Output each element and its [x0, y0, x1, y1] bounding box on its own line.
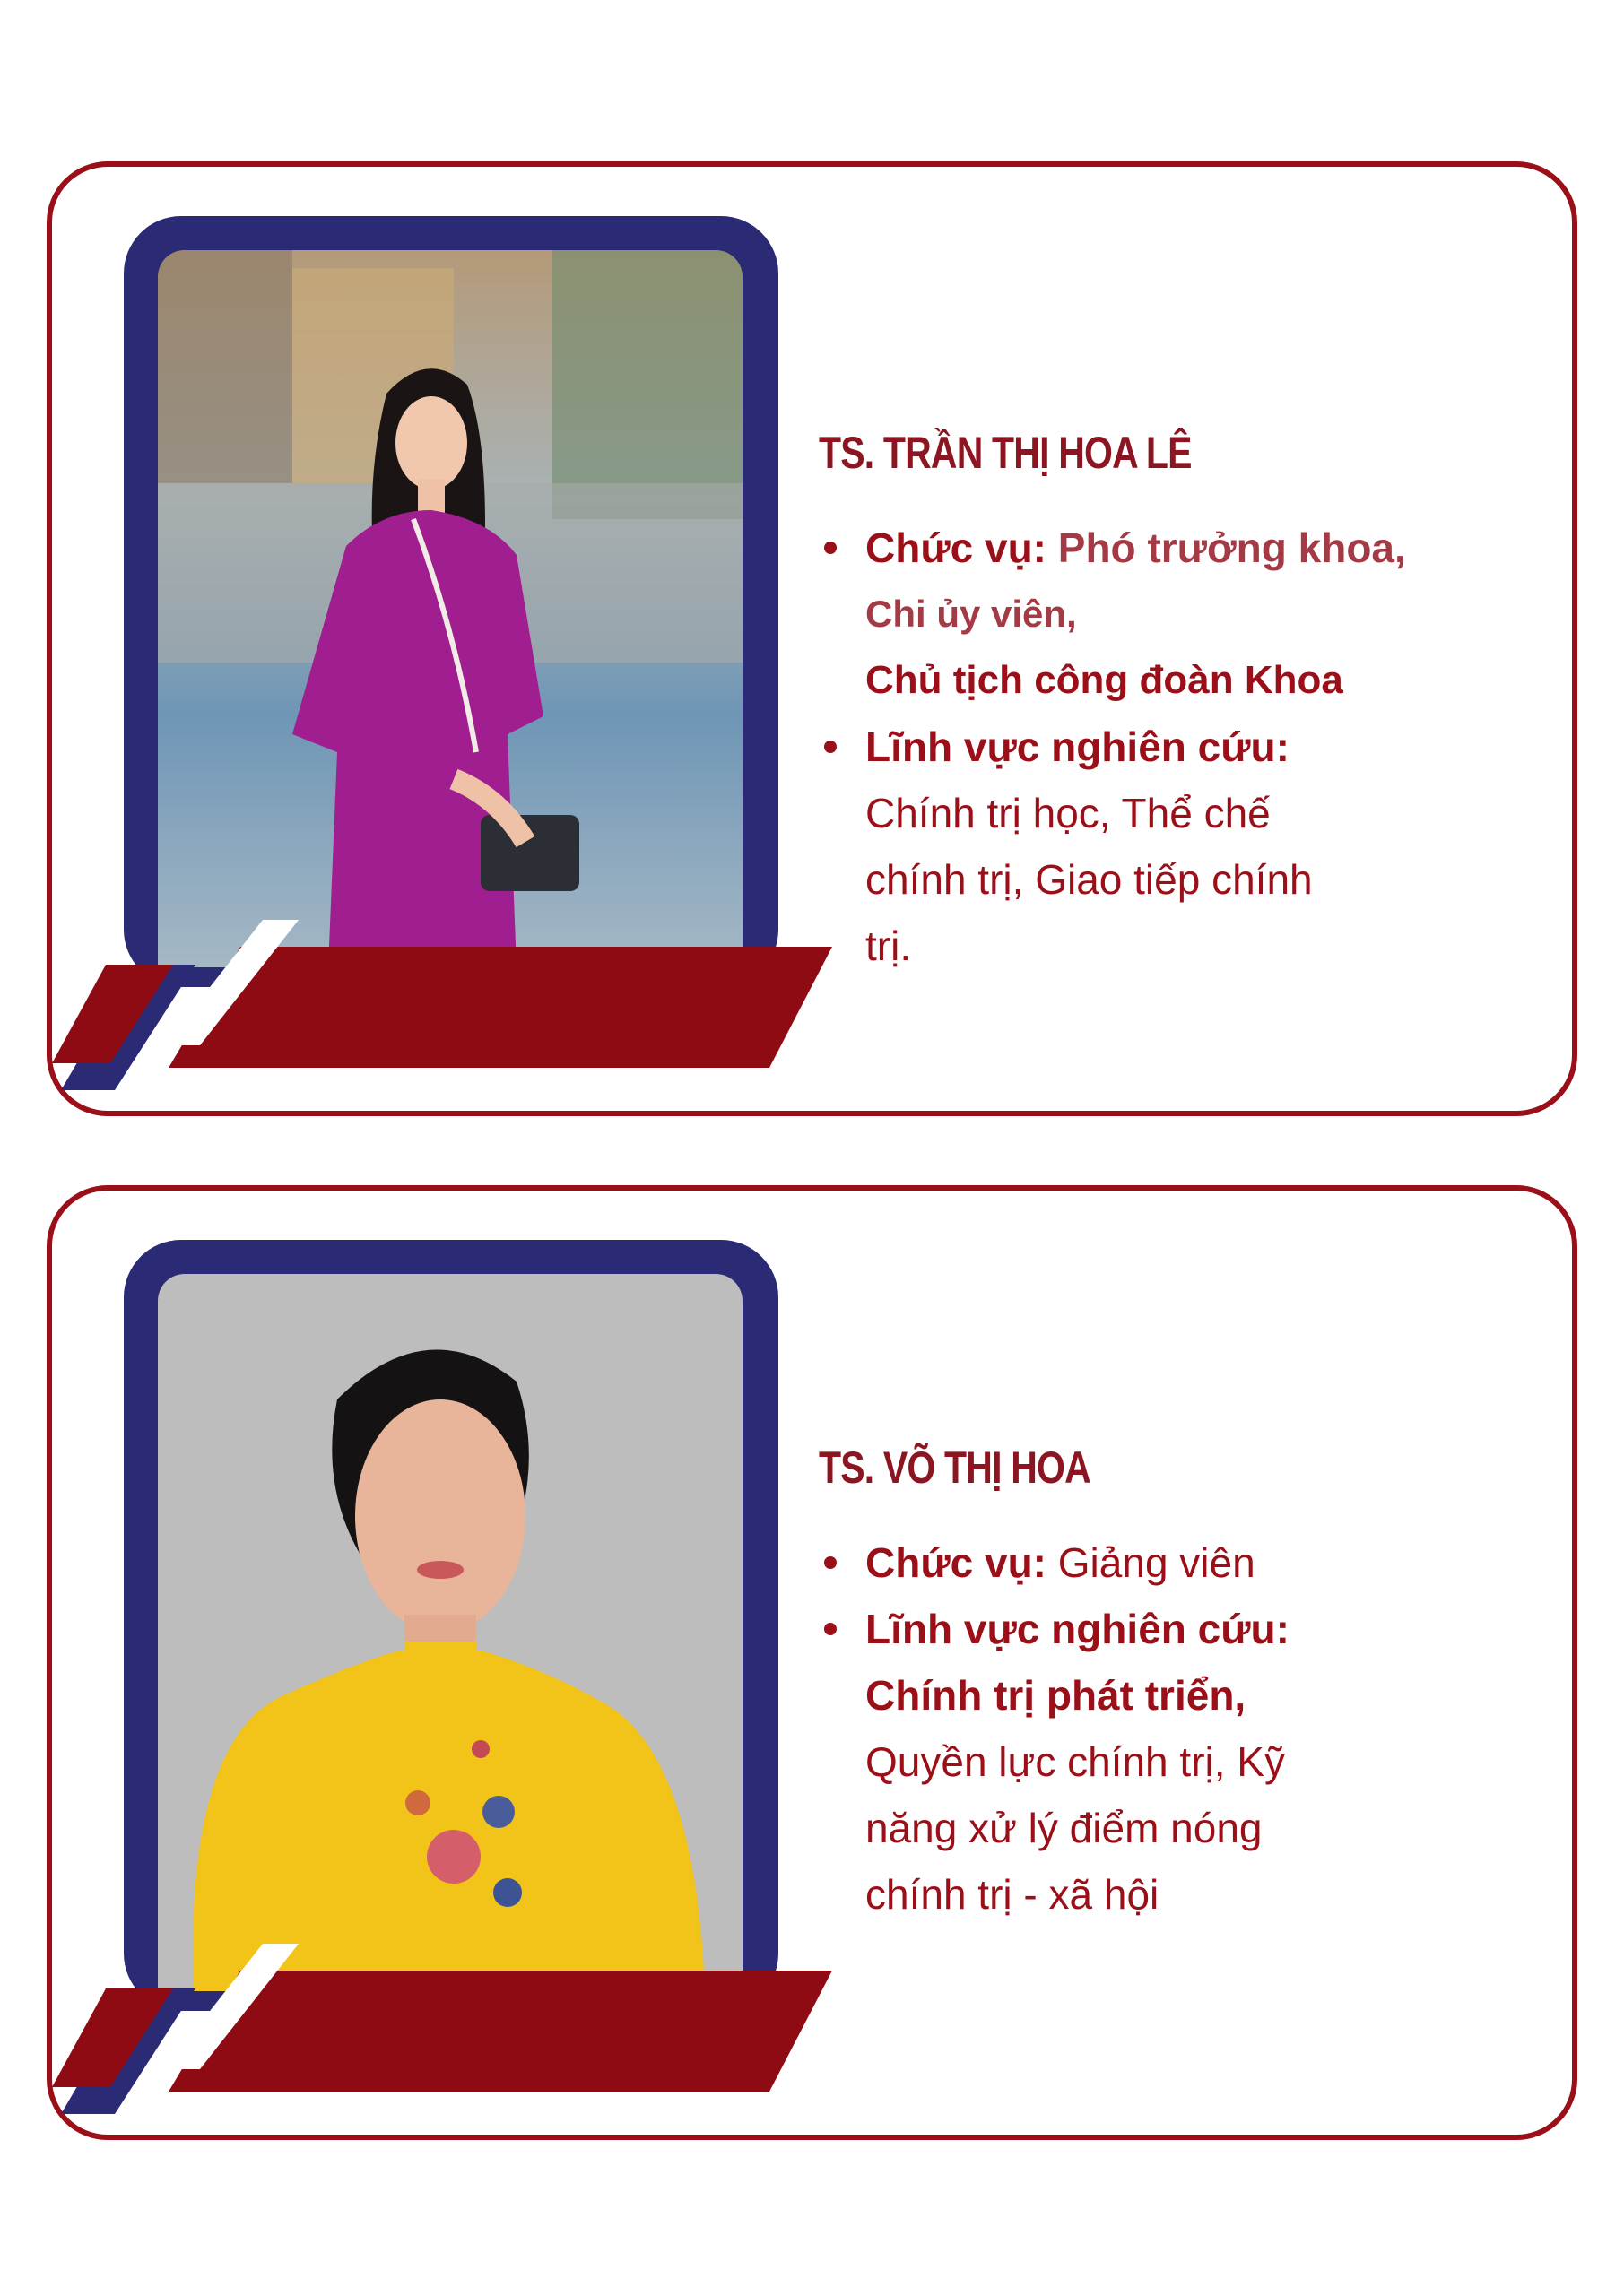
photo-frame	[124, 216, 778, 987]
position-line-1: Phó trưởng khoa,	[1057, 524, 1406, 571]
profile-card-1	[47, 161, 1577, 1116]
research-line-2: năng xử lý điểm nóng	[865, 1805, 1263, 1851]
research-label: Lĩnh vực nghiên cứu:	[865, 1606, 1290, 1652]
photo-frame	[124, 1240, 778, 2011]
research-label: Lĩnh vực nghiên cứu:	[865, 723, 1290, 770]
research-item	[819, 714, 1554, 979]
position-label: Chức vụ:	[865, 524, 1046, 571]
profile-info	[819, 1442, 1554, 1928]
research-line-2: chính trị, Giao tiếp chính	[865, 856, 1313, 903]
profile-card-2	[47, 1185, 1577, 2140]
research-bold: Chính trị phát triển,	[865, 1672, 1246, 1719]
bullet-icon	[824, 1623, 837, 1635]
profile-photo	[158, 250, 743, 967]
bullet-icon	[824, 1556, 837, 1569]
position-item	[819, 515, 1554, 714]
profile-photo	[158, 1274, 743, 1991]
profile-info	[819, 427, 1554, 979]
position-line-2: Chi ủy viên,	[865, 593, 1077, 635]
research-line-3: chính trị - xã hội	[865, 1871, 1159, 1918]
position-line-3: Chủ tịch công đoàn Khoa	[865, 658, 1343, 702]
bullet-icon	[824, 741, 837, 753]
position-label: Chức vụ:	[865, 1539, 1046, 1586]
position-item	[819, 1529, 1554, 1596]
profile-name: TS. TRẦN THỊ HOA LÊ	[819, 428, 1192, 478]
profile-name: TS. VÕ THỊ HOA	[819, 1443, 1090, 1493]
research-line-3: trị.	[865, 923, 912, 969]
bullet-icon	[824, 542, 837, 554]
position-line-1: Giảng viên	[1057, 1539, 1255, 1586]
research-item	[819, 1596, 1554, 1928]
research-line-1: Chính trị học, Thể chế	[865, 790, 1271, 836]
research-line-1: Quyền lực chính trị, Kỹ	[865, 1738, 1285, 1785]
